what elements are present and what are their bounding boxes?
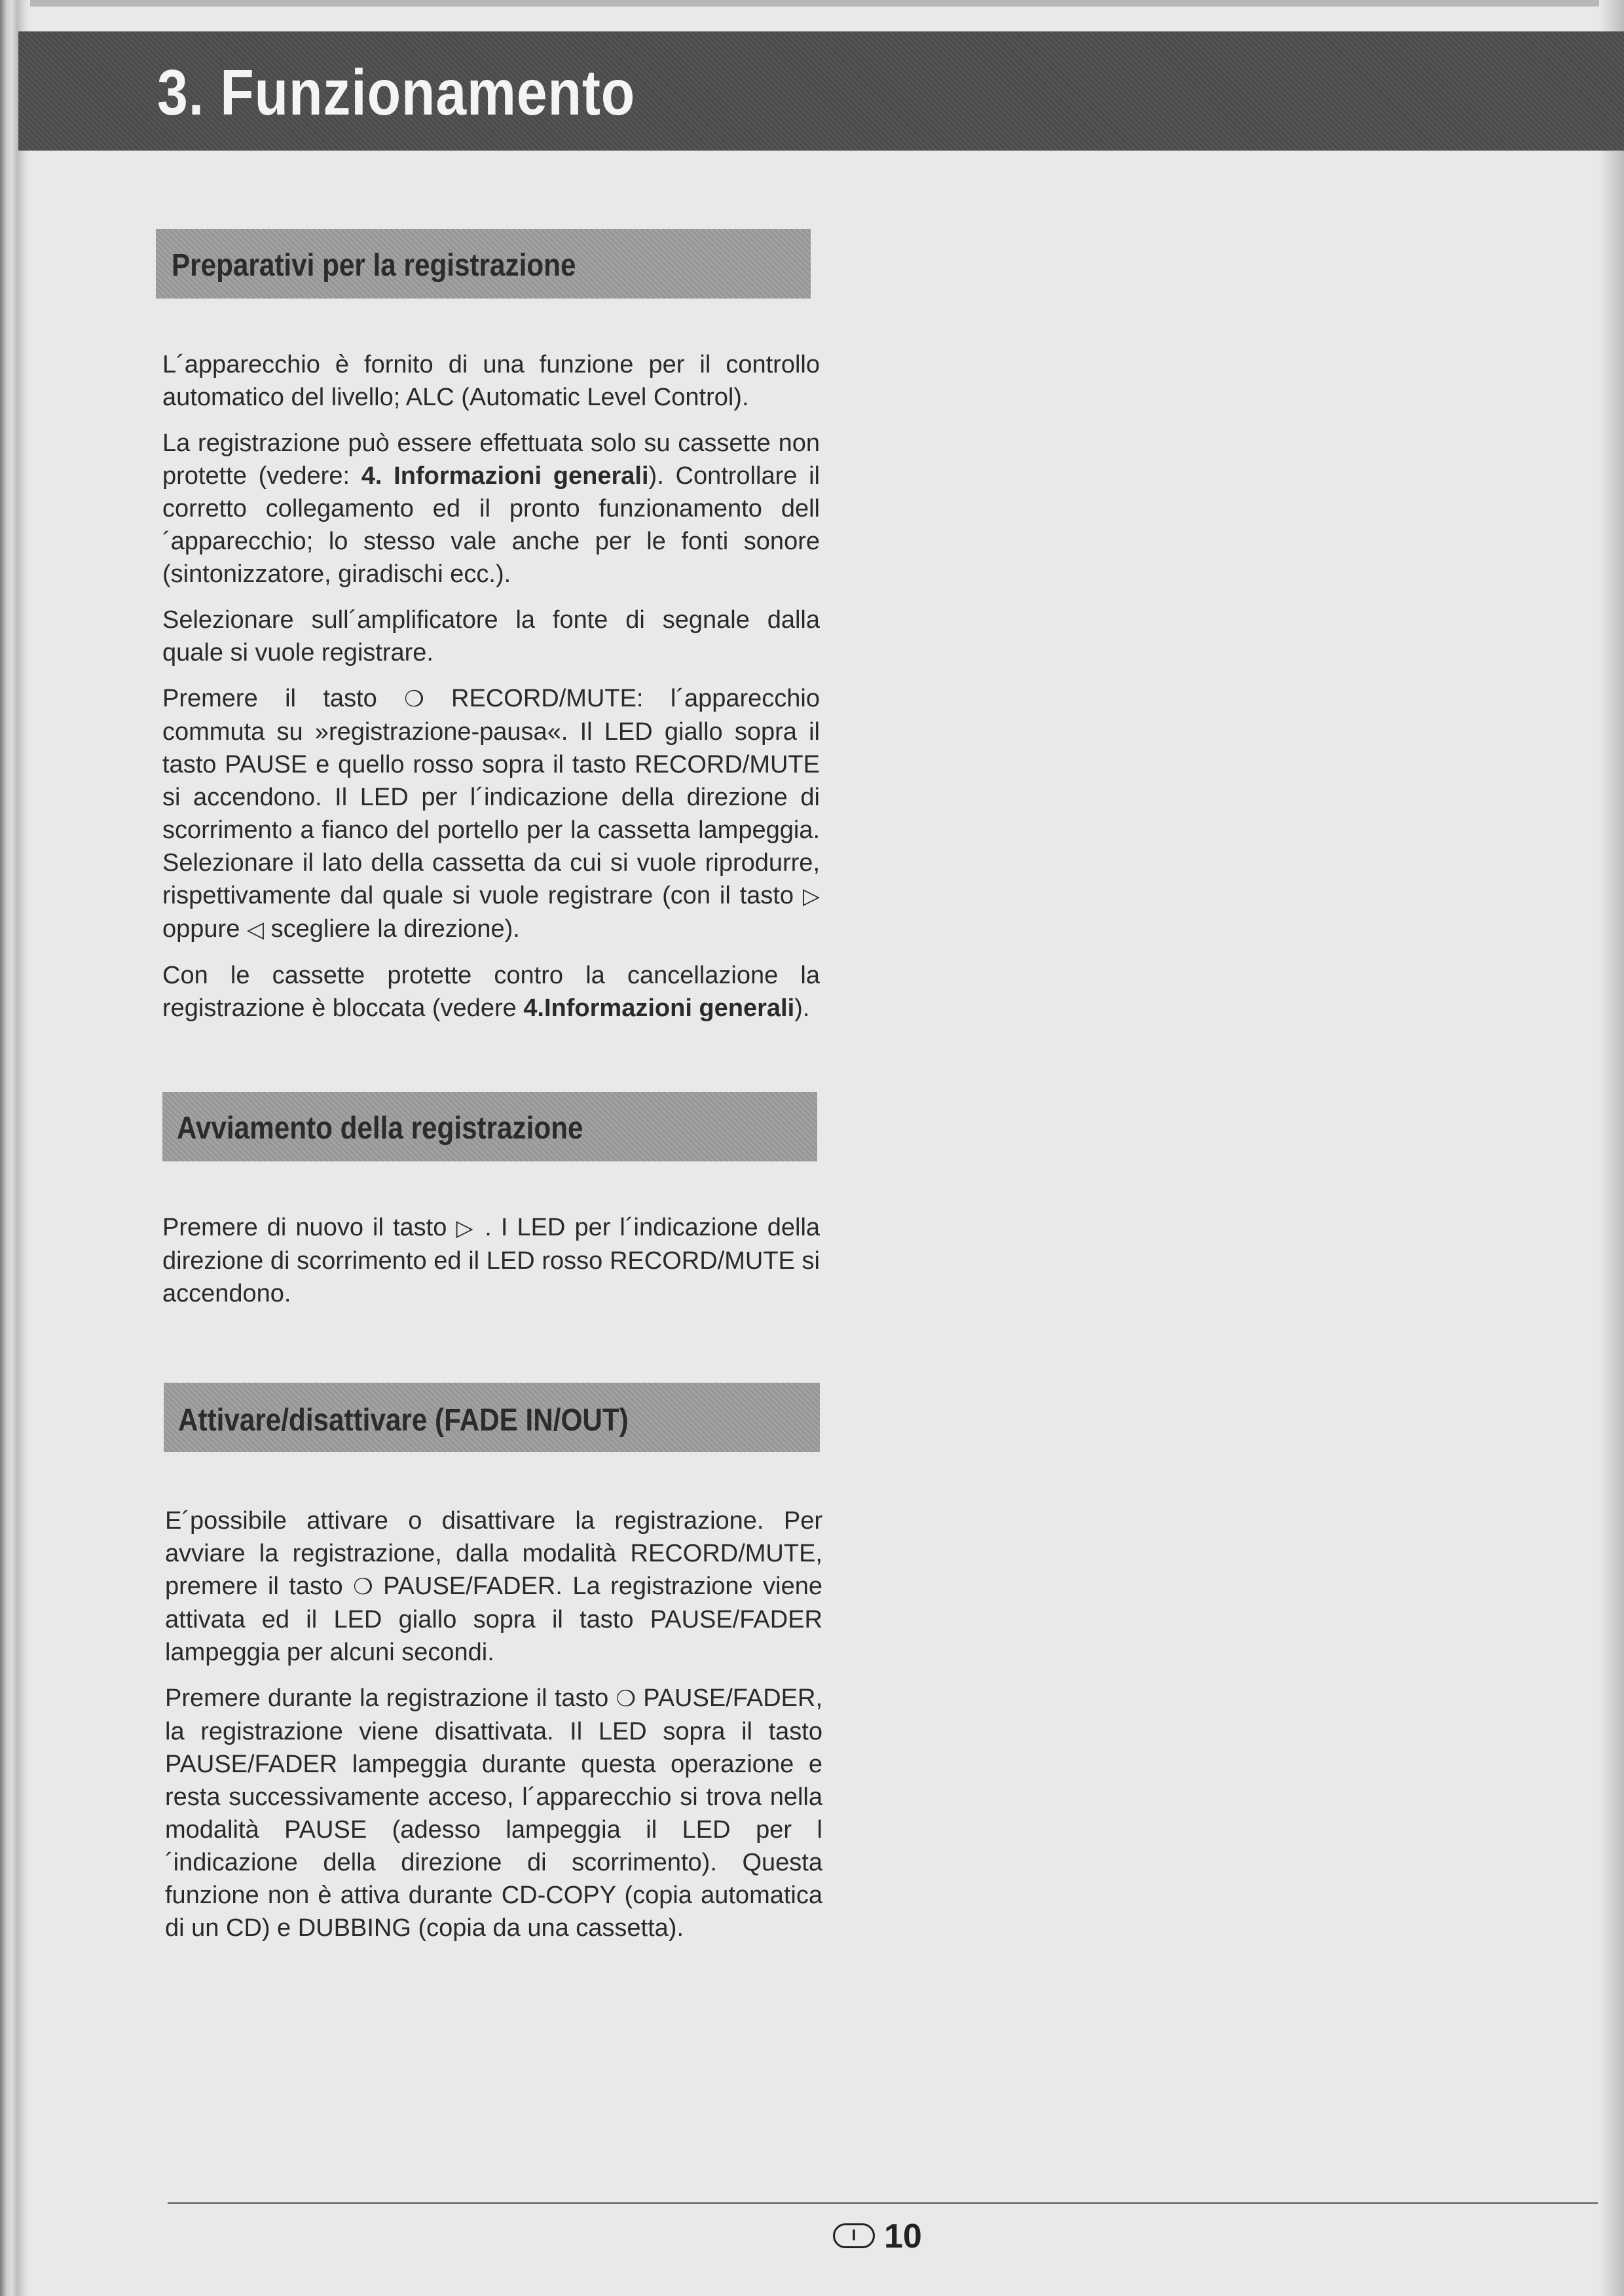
paragraph: Premere durante la registrazione il tasto ❍ PAUSE/FADER, la registrazione viene disattivata. Il LED sopra il tasto PAUSE/FADER lampeggia durante questa operazione e resta successivamente acceso, l´apparecchio si trova nella modalità PAUSE (adesso lampeggia il LED per l´indicazione della direzione di scorrimento). Questa funzione non è attiva durante CD-COPY (copia automatica di un CD) e DUBBING (copia da una cassetta). — [165, 1685, 822, 1942]
top-edge — [0, 0, 1624, 7]
section-title-preparativi: Preparativi per la registrazione — [172, 248, 576, 283]
section-body-fade — [165, 1504, 822, 1958]
play-forward-icon: ▷ — [802, 883, 820, 909]
paragraph: E´possibile attivare o disattivare la registrazione. Per avviare la registrazione, dalla modalità RECORD/MUTE, premere il tasto ❍ PAUSE/FADER. La registrazione viene attivata ed il LED giallo sopra il tasto PAUSE/FADER lampeggia per alcuni secondi. — [165, 1507, 822, 1666]
paragraph: Premere di nuovo il tasto ▷ . I LED per l´indicazione della direzione di scorrimento ed il LED rosso RECORD/MUTE si accendono. — [162, 1214, 821, 1307]
language-badge: I — [833, 2223, 875, 2248]
circle-button-icon: ❍ — [404, 686, 424, 712]
paragraph: Con le cassette protette contro la cancellazione la registrazione è bloccata (vedere 4.Informazioni generali). — [162, 962, 820, 1022]
play-forward-icon: ▷ — [456, 1215, 476, 1241]
footer-rule — [168, 2202, 1598, 2204]
paragraph: L´apparecchio è fornito di una funzione per il controllo automatico del livello; ALC (Automatic Level Control). — [162, 351, 820, 411]
section-body-avviamento — [162, 1211, 820, 1323]
binding-edge — [0, 0, 30, 2296]
page-edge — [1599, 0, 1624, 2296]
play-reverse-icon: ◁ — [246, 917, 265, 943]
circle-button-icon: ❍ — [353, 1574, 373, 1600]
circle-button-icon: ❍ — [616, 1686, 636, 1712]
chapter-title: 3. Funzionamento — [157, 56, 636, 128]
page-number: 10 — [884, 2217, 922, 2255]
paragraph: La registrazione può essere effettuata solo su cassette non protette (vedere: 4. Informazioni generali). Controllare il corretto collegamento ed il pronto funzionamento dell´apparecchio; lo stesso vale anche per le fonti sonore (sintonizzatore, giradischi ecc.). — [162, 429, 820, 588]
paragraph: Selezionare sull´amplificatore la fonte di segnale dalla quale si vuole registrare. — [162, 606, 820, 666]
section-body-preparativi — [162, 348, 820, 1038]
paragraph: Premere il tasto ❍ RECORD/MUTE: l´apparecchio commuta su »registrazione-pausa«. Il LED giallo sopra il tasto PAUSE e quello rosso sopra il tasto RECORD/MUTE si accendono. Il LED per l´indicazione della direzione di scorrimento a fianco del portello per la cassetta lampeggia. Selezionare il lato della cassetta da cui si vuole riprodurre, rispettivamente dal quale si vuole registrare (con il tasto ▷ oppure ◁ scegliere la direzione). — [162, 685, 820, 943]
section-title-avviamento: Avviamento della registrazione — [177, 1111, 583, 1146]
section-title-fade: Attivare/disattivare (FADE IN/OUT) — [178, 1403, 629, 1438]
